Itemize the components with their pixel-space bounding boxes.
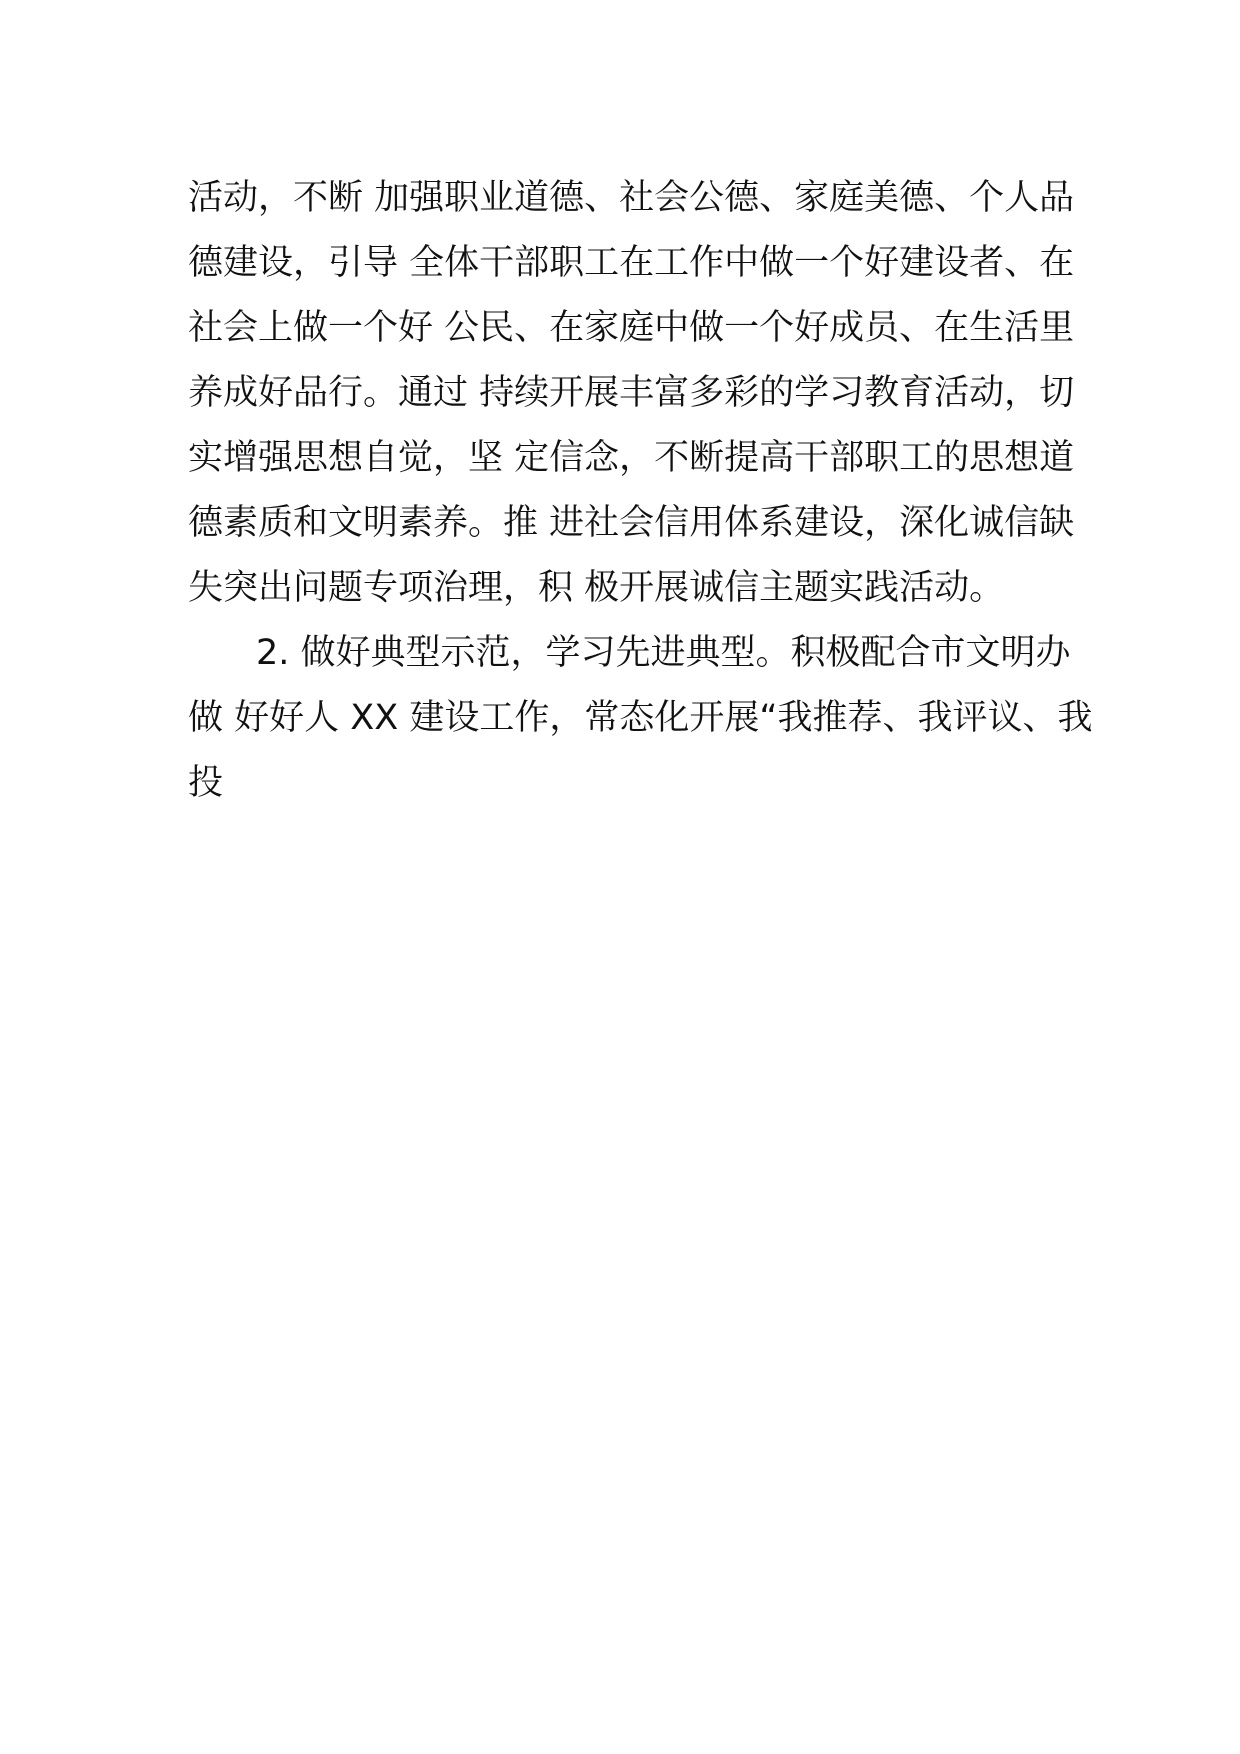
text-line-1: 活动，不断 加强职业道德、社会公德、家庭美德、个人品 — [188, 178, 1075, 218]
text-line-6: 德素质和文明素养。推 进社会信用体系建设，深化诚信缺 — [188, 503, 1075, 543]
text-line-8: 2. 做好典型示范，学习先进典型。积极配合市文明办 — [256, 633, 1071, 673]
text-line-2: 德建设，引导 全体干部职工在工作中做一个好建设者、在 — [188, 243, 1075, 283]
text-line-10: 投 — [188, 763, 224, 803]
text-line-9: 做 好好人 XX 建设工作，常态化开展“我推荐、我评议、我 — [188, 698, 1093, 738]
text-line-3: 社会上做一个好 公民、在家庭中做一个好成员、在生活里 — [188, 308, 1075, 348]
text-line-4: 养成好品行。通过 持续开展丰富多彩的学习教育活动，切 — [188, 373, 1075, 413]
body-text — [188, 166, 1093, 816]
text-line-5: 实增强思想自觉，坚 定信念，不断提高干部职工的思想道 — [188, 438, 1075, 478]
text-line-7: 失突出问题专项治理，积 极开展诚信主题实践活动。 — [188, 568, 1005, 608]
